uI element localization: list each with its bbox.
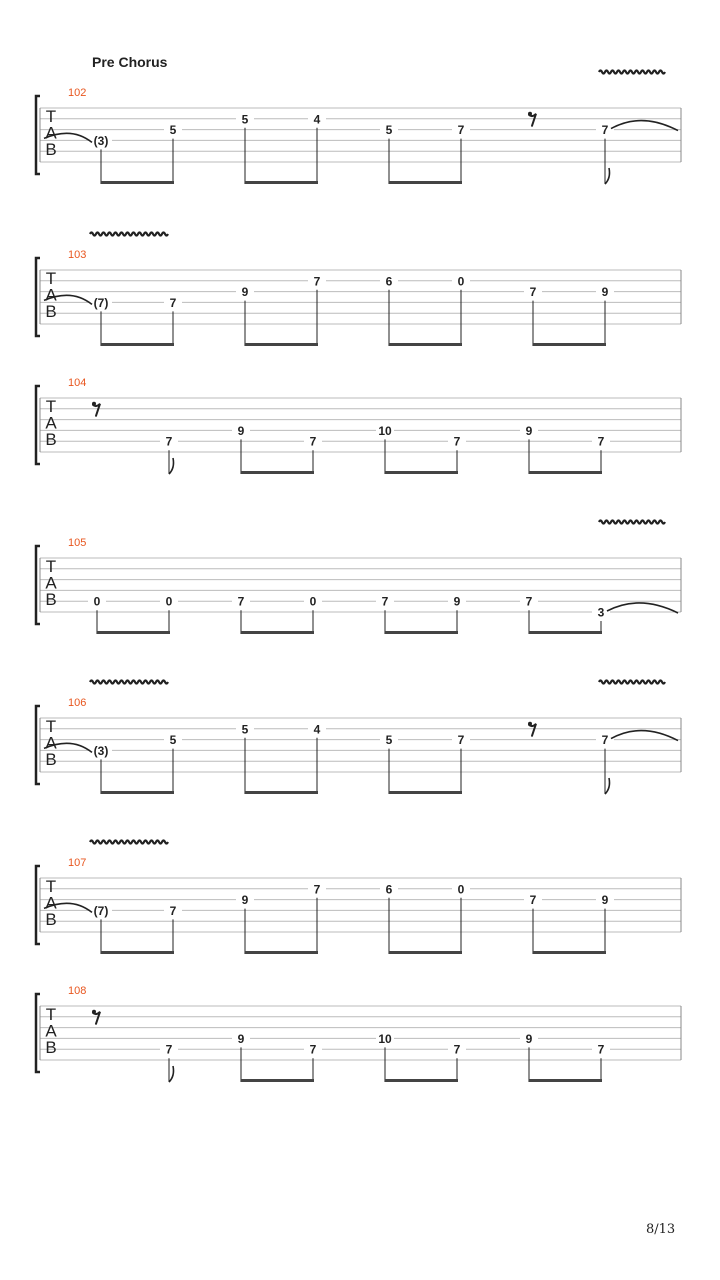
- tab-clef-letter: T: [45, 717, 57, 736]
- fret-number: 0: [457, 274, 465, 289]
- fret-number: (3): [93, 133, 109, 148]
- tab-clef-letter: A: [45, 573, 57, 593]
- note-beam: [245, 343, 318, 346]
- tab-clef-letter: B: [45, 140, 57, 159]
- fret-number: 7: [309, 1042, 317, 1057]
- note-beam: [245, 951, 318, 954]
- vibrato-mark: [599, 681, 665, 684]
- fret-number: 6: [385, 882, 393, 897]
- fret-number: 5: [385, 733, 393, 748]
- note-beam: [97, 631, 170, 634]
- note-beam: [389, 791, 462, 794]
- fret-number: 3: [597, 605, 605, 620]
- fret-number: 4: [313, 112, 321, 127]
- fret-number: 7: [597, 1042, 605, 1057]
- fret-number: 5: [385, 123, 393, 138]
- fret-number: 5: [169, 733, 177, 748]
- fret-number: 5: [241, 112, 249, 127]
- fret-number: 7: [525, 594, 533, 609]
- fret-number: 0: [165, 594, 173, 609]
- fret-number: 4: [313, 722, 321, 737]
- fret-number: 5: [241, 722, 249, 737]
- fret-number: 7: [457, 733, 465, 748]
- measure-number: 102: [68, 87, 87, 99]
- fret-number: 6: [385, 274, 393, 289]
- note-beam: [385, 471, 458, 474]
- eighth-rest-dot: [92, 402, 96, 406]
- note-beam: [245, 181, 318, 184]
- vibrato-mark: [599, 71, 665, 74]
- note-beam: [533, 343, 606, 346]
- fret-number: 7: [529, 893, 537, 908]
- note-beam: [101, 951, 174, 954]
- system-bracket: [36, 258, 40, 336]
- note-flag: [605, 168, 610, 184]
- tab-clef-letter: B: [45, 302, 57, 321]
- tab-clef-letter: T: [45, 877, 57, 896]
- system-bracket: [36, 706, 40, 784]
- fret-number: 7: [165, 434, 173, 449]
- note-beam: [101, 181, 174, 184]
- tab-clef-letter: B: [45, 430, 57, 449]
- tab-clef-letter: B: [45, 590, 57, 609]
- tab-clef-letter: T: [45, 557, 57, 576]
- measure-number: 107: [68, 857, 87, 869]
- note-beam: [241, 631, 314, 634]
- fret-number: 7: [165, 1042, 173, 1057]
- tab-clef-letter: A: [45, 285, 57, 305]
- system-bracket: [36, 994, 40, 1072]
- note-beam: [101, 343, 174, 346]
- tab-clef-letter: B: [45, 750, 57, 769]
- fret-number: 7: [453, 1042, 461, 1057]
- note-beam: [241, 1079, 314, 1082]
- fret-number: 9: [525, 423, 533, 438]
- system-bracket: [36, 386, 40, 464]
- note-beam: [389, 343, 462, 346]
- measure-number: 105: [68, 537, 87, 549]
- note-beam: [529, 631, 602, 634]
- tab-clef-letter: A: [45, 733, 57, 753]
- note-beam: [529, 471, 602, 474]
- system-bracket: [36, 546, 40, 624]
- fret-number: 9: [237, 423, 245, 438]
- note-beam: [389, 951, 462, 954]
- fret-number: 7: [381, 594, 389, 609]
- fret-number: 0: [93, 594, 101, 609]
- fret-number: 10: [378, 1031, 392, 1046]
- fret-number: 9: [453, 594, 461, 609]
- system-bracket: [36, 96, 40, 174]
- tie-arc-out: [611, 731, 678, 741]
- tie-arc-out: [607, 603, 678, 613]
- measure-number: 103: [68, 249, 87, 261]
- fret-number: 7: [529, 285, 537, 300]
- fret-number: 9: [601, 285, 609, 300]
- fret-number: 0: [309, 594, 317, 609]
- tab-clef-letter: A: [45, 123, 57, 143]
- vibrato-mark: [90, 681, 168, 684]
- note-beam: [245, 791, 318, 794]
- fret-number: 7: [169, 295, 177, 310]
- tab-clef-letter: T: [45, 397, 57, 416]
- tab-clef-letter: T: [45, 269, 57, 288]
- fret-number: 9: [237, 1031, 245, 1046]
- fret-number: 10: [378, 423, 392, 438]
- eighth-rest-dot: [92, 1010, 96, 1014]
- fret-number: 9: [241, 893, 249, 908]
- fret-number: 7: [597, 434, 605, 449]
- tab-clef-letter: B: [45, 1038, 57, 1057]
- fret-number: (3): [93, 743, 109, 758]
- fret-number: 7: [457, 123, 465, 138]
- note-beam: [101, 791, 174, 794]
- tab-clef-letter: A: [45, 893, 57, 913]
- section-title: Pre Chorus: [92, 54, 168, 70]
- system-bracket: [36, 866, 40, 944]
- fret-number: 7: [601, 733, 609, 748]
- tab-clef-letter: T: [45, 1005, 57, 1024]
- fret-number: 9: [241, 285, 249, 300]
- note-flag: [169, 458, 174, 474]
- vibrato-mark: [599, 521, 665, 524]
- fret-number: 7: [453, 434, 461, 449]
- fret-number: 5: [169, 123, 177, 138]
- tab-clef-letter: A: [45, 1021, 57, 1041]
- fret-number: 9: [525, 1031, 533, 1046]
- fret-number: 7: [313, 274, 321, 289]
- page-number: 8/13: [646, 1222, 676, 1237]
- vibrato-mark: [90, 841, 168, 844]
- note-beam: [385, 1079, 458, 1082]
- fret-number: 9: [601, 893, 609, 908]
- note-beam: [241, 471, 314, 474]
- note-beam: [533, 951, 606, 954]
- fret-number: 7: [313, 882, 321, 897]
- measure-number: 104: [68, 377, 87, 389]
- note-flag: [605, 778, 610, 794]
- fret-number: 7: [309, 434, 317, 449]
- tab-clef-letter: T: [45, 107, 57, 126]
- note-beam: [529, 1079, 602, 1082]
- note-flag: [169, 1066, 174, 1082]
- tie-arc-out: [611, 121, 678, 131]
- fret-number: 7: [169, 903, 177, 918]
- measure-number: 108: [68, 985, 87, 997]
- fret-number: (7): [93, 295, 109, 310]
- fret-number: 7: [237, 594, 245, 609]
- fret-number: 0: [457, 882, 465, 897]
- note-beam: [389, 181, 462, 184]
- eighth-rest-dot: [528, 112, 532, 116]
- eighth-rest-dot: [528, 722, 532, 726]
- fret-number: 7: [601, 123, 609, 138]
- tab-clef-letter: A: [45, 413, 57, 433]
- note-beam: [385, 631, 458, 634]
- tab-clef-letter: B: [45, 910, 57, 929]
- fret-number: (7): [93, 903, 109, 918]
- vibrato-mark: [90, 233, 168, 236]
- measure-number: 106: [68, 697, 87, 709]
